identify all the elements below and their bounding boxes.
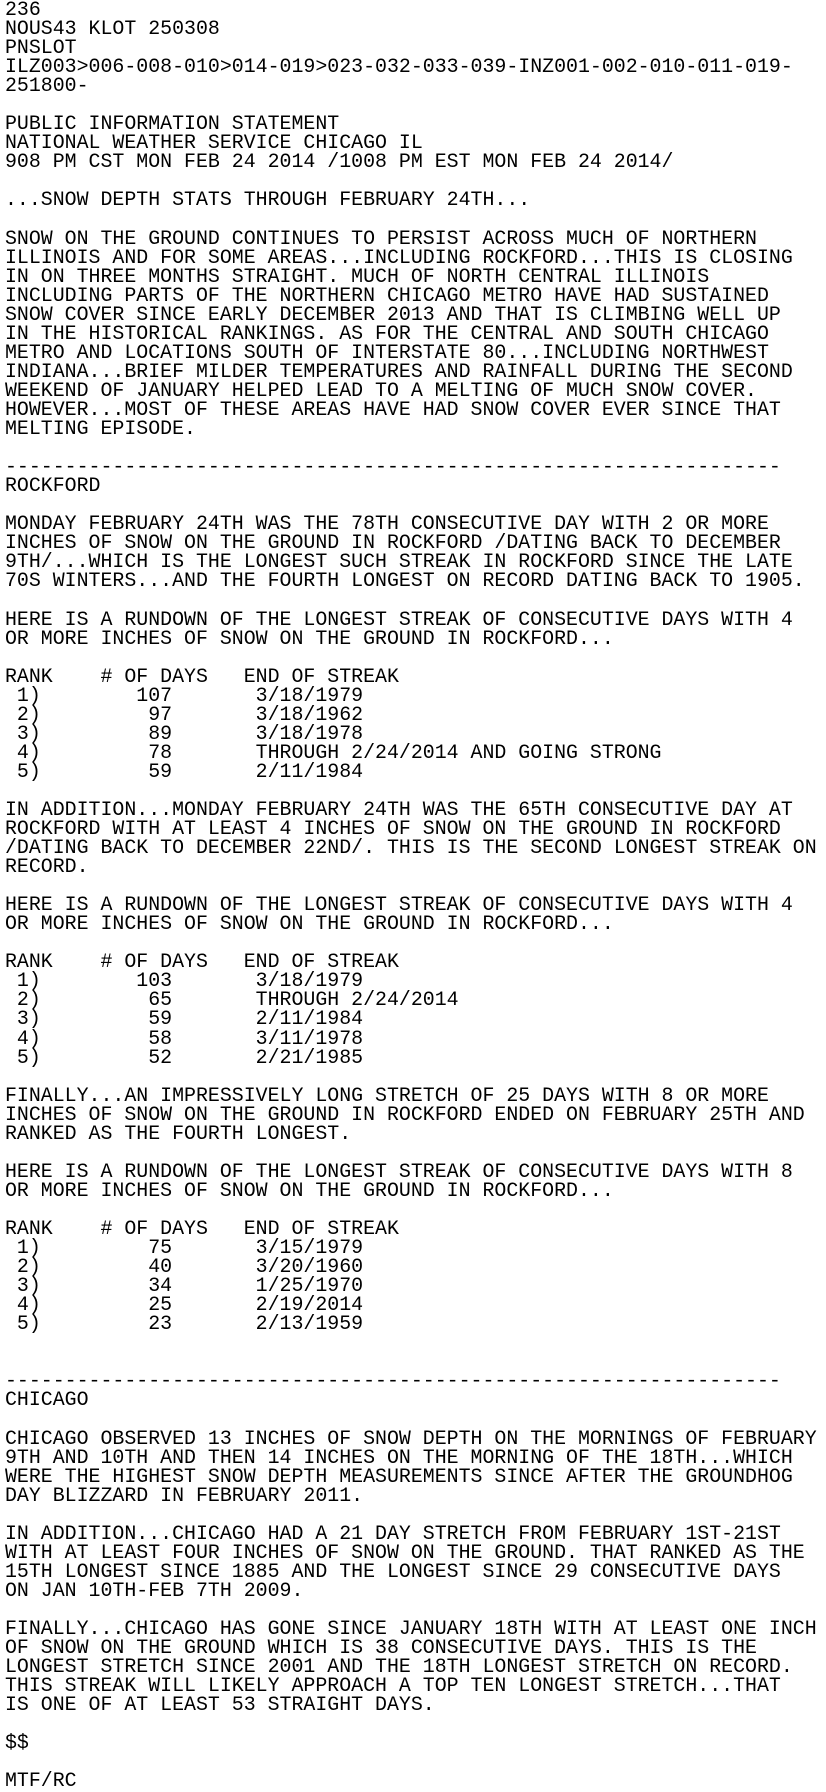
- document-line: 4) 58 3/11/1978: [5, 1026, 364, 1050]
- document-line: 15TH LONGEST SINCE 1885 AND THE LONGEST SINCE 29 CONSECUTIVE DAYS: [5, 1559, 781, 1583]
- document-line: INDIANA...BRIEF MILDER TEMPERATURES AND RAINFALL DURING THE SECOND: [5, 359, 793, 383]
- document-line: WITH AT LEAST FOUR INCHES OF SNOW ON THE GROUND. THAT RANKED AS THE: [5, 1540, 805, 1564]
- document-line: 1) 103 3/18/1979: [5, 969, 364, 993]
- document-line: PUBLIC INFORMATION STATEMENT: [5, 112, 340, 136]
- document-line: SNOW COVER SINCE EARLY DECEMBER 2013 AND THAT IS CLIMBING WELL UP: [5, 302, 781, 326]
- document-line: [5, 648, 826, 667]
- document-line: CHICAGO OBSERVED 13 INCHES OF SNOW DEPTH ON THE MORNINGS OF FEBRUARY: [5, 1426, 817, 1450]
- document-line: FINALLY...CHICAGO HAS GONE SINCE JANUARY 18TH WITH AT LEAST ONE INCH: [5, 1616, 817, 1640]
- document-line: INCHES OF SNOW ON THE GROUND IN ROCKFORD /DATING BACK TO DECEMBER: [5, 531, 781, 555]
- document-line: 1) 107 3/18/1979: [5, 683, 364, 707]
- document-line: IN ON THREE MONTHS STRAIGHT. MUCH OF NORTH CENTRAL ILLINOIS: [5, 264, 710, 288]
- document-line: RANK # OF DAYS END OF STREAK: [5, 950, 399, 974]
- document-line: INCLUDING PARTS OF THE NORTHERN CHICAGO METRO HAVE HAD SUSTAINED: [5, 283, 769, 307]
- document-line: 251800-: [5, 74, 89, 98]
- document-line: 9TH/...WHICH IS THE LONGEST SUCH STREAK IN ROCKFORD SINCE THE LATE: [5, 550, 793, 574]
- document-line: 3) 59 2/11/1984: [5, 1007, 364, 1031]
- document-line: 236: [5, 0, 41, 21]
- document-line: DAY BLIZZARD IN FEBRUARY 2011.: [5, 1483, 364, 1507]
- document-line: RECORD.: [5, 855, 89, 879]
- document-line: 1) 75 3/15/1979: [5, 1236, 364, 1260]
- document-line: HOWEVER...MOST OF THESE AREAS HAVE HAD SNOW COVER EVER SINCE THAT: [5, 397, 781, 421]
- document-line: [5, 1143, 826, 1162]
- document-line: -----------------------------------------------------------------: [5, 455, 781, 479]
- document-line: RANKED AS THE FOURTH LONGEST.: [5, 1121, 352, 1145]
- document-line: /DATING BACK TO DECEMBER 22ND/. THIS IS THE SECOND LONGEST STREAK ON: [5, 836, 817, 860]
- document-line: 908 PM CST MON FEB 24 2014 /1008 PM EST MON FEB 24 2014/: [5, 150, 674, 174]
- document-line: 4) 25 2/19/2014: [5, 1293, 364, 1317]
- document-line: ROCKFORD WITH AT LEAST 4 INCHES OF SNOW ON THE GROUND IN ROCKFORD: [5, 817, 781, 841]
- document-line: OR MORE INCHES OF SNOW ON THE GROUND IN ROCKFORD...: [5, 1178, 614, 1202]
- document-line: LONGEST STRETCH SINCE 2001 AND THE 18TH LONGEST STRETCH ON RECORD.: [5, 1655, 793, 1679]
- document-line: IN ADDITION...MONDAY FEBRUARY 24TH WAS THE 65TH CONSECUTIVE DAY AT: [5, 797, 793, 821]
- document-line: NATIONAL WEATHER SERVICE CHICAGO IL: [5, 131, 423, 155]
- document-line: MONDAY FEBRUARY 24TH WAS THE 78TH CONSECUTIVE DAY WITH 2 OR MORE: [5, 512, 769, 536]
- document-line: METRO AND LOCATIONS SOUTH OF INTERSTATE 80...INCLUDING NORTHWEST: [5, 340, 769, 364]
- document-line: PNSLOT: [5, 36, 77, 60]
- document-line: [5, 1752, 826, 1771]
- document-line: ...SNOW DEPTH STATS THROUGH FEBRUARY 24TH...: [5, 188, 531, 212]
- document-line: 2) 40 3/20/1960: [5, 1255, 364, 1279]
- document-line: ROCKFORD: [5, 474, 101, 498]
- document-line: [5, 1505, 826, 1524]
- document-line: RANK # OF DAYS END OF STREAK: [5, 664, 399, 688]
- document-line: 70S WINTERS...AND THE FOURTH LONGEST ON RECORD DATING BACK TO 1905.: [5, 569, 805, 593]
- document-line: [5, 1067, 826, 1086]
- document-line: MTF/RC: [5, 1769, 77, 1792]
- document-line: SNOW ON THE GROUND CONTINUES TO PERSIST ACROSS MUCH OF NORTHERN: [5, 226, 757, 250]
- document-line: WERE THE HIGHEST SNOW DEPTH MEASUREMENTS SINCE AFTER THE GROUNDHOG: [5, 1464, 793, 1488]
- document-line: HERE IS A RUNDOWN OF THE LONGEST STREAK OF CONSECUTIVE DAYS WITH 4: [5, 607, 793, 631]
- document-line: [5, 1714, 826, 1733]
- document-line: IN THE HISTORICAL RANKINGS. AS FOR THE CENTRAL AND SOUTH CHICAGO: [5, 321, 769, 345]
- document-line: ON JAN 10TH-FEB 7TH 2009.: [5, 1578, 304, 1602]
- document-line: RANK # OF DAYS END OF STREAK: [5, 1217, 399, 1240]
- document-line: IS ONE OF AT LEAST 53 STRAIGHT DAYS.: [5, 1693, 435, 1717]
- document-line: THIS STREAK WILL LIKELY APPROACH A TOP TEN LONGEST STRETCH...THAT: [5, 1674, 781, 1698]
- document-line: $$: [5, 1731, 29, 1755]
- document-line: OR MORE INCHES OF SNOW ON THE GROUND IN ROCKFORD...: [5, 912, 614, 936]
- document-line: 5) 23 2/13/1959: [5, 1312, 364, 1336]
- document-line: 4) 78 THROUGH 2/24/2014 AND GOING STRONG: [5, 740, 662, 764]
- document-line: HERE IS A RUNDOWN OF THE LONGEST STREAK OF CONSECUTIVE DAYS WITH 4: [5, 893, 793, 917]
- document-line: 5) 52 2/21/1985: [5, 1045, 364, 1069]
- document-line: 3) 34 1/25/1970: [5, 1274, 364, 1298]
- document-line: WEEKEND OF JANUARY HELPED LEAD TO A MELTING OF MUCH SNOW COVER.: [5, 378, 757, 402]
- document-line: 5) 59 2/11/1984: [5, 759, 364, 783]
- document-line: 2) 65 THROUGH 2/24/2014: [5, 988, 459, 1012]
- document-line: NOUS43 KLOT 250308: [5, 17, 220, 41]
- document-line: HERE IS A RUNDOWN OF THE LONGEST STREAK OF CONSECUTIVE DAYS WITH 8: [5, 1159, 793, 1183]
- document-line: ILZ003>006-008-010>014-019>023-032-033-039-INZ001-002-010-011-019-: [5, 55, 793, 79]
- document-line: [5, 1333, 826, 1352]
- document-line: IN ADDITION...CHICAGO HAD A 21 DAY STRETCH FROM FEBRUARY 1ST-21ST: [5, 1521, 781, 1545]
- document-line: 9TH AND 10TH AND THEN 14 INCHES ON THE MORNING OF THE 18TH...WHICH: [5, 1445, 793, 1469]
- document-line: OF SNOW ON THE GROUND WHICH IS 38 CONSECUTIVE DAYS. THIS IS THE: [5, 1636, 757, 1660]
- document-line: FINALLY...AN IMPRESSIVELY LONG STRETCH OF 25 DAYS WITH 8 OR MORE: [5, 1083, 769, 1107]
- document-line: -----------------------------------------------------------------: [5, 1369, 781, 1393]
- document-line: OR MORE INCHES OF SNOW ON THE GROUND IN ROCKFORD...: [5, 626, 614, 650]
- document-line: [5, 590, 826, 609]
- document-line: INCHES OF SNOW ON THE GROUND IN ROCKFORD ENDED ON FEBRUARY 25TH AND: [5, 1102, 805, 1126]
- document-line: 3) 89 3/18/1978: [5, 721, 364, 745]
- document-line: CHICAGO: [5, 1388, 89, 1412]
- document-line: [5, 210, 826, 229]
- document-line: ILLINOIS AND FOR SOME AREAS...INCLUDING ROCKFORD...THIS IS CLOSING: [5, 245, 793, 269]
- document-line: MELTING EPISODE.: [5, 417, 196, 441]
- document-line: 2) 97 3/18/1962: [5, 702, 364, 726]
- document-line: [5, 1409, 826, 1428]
